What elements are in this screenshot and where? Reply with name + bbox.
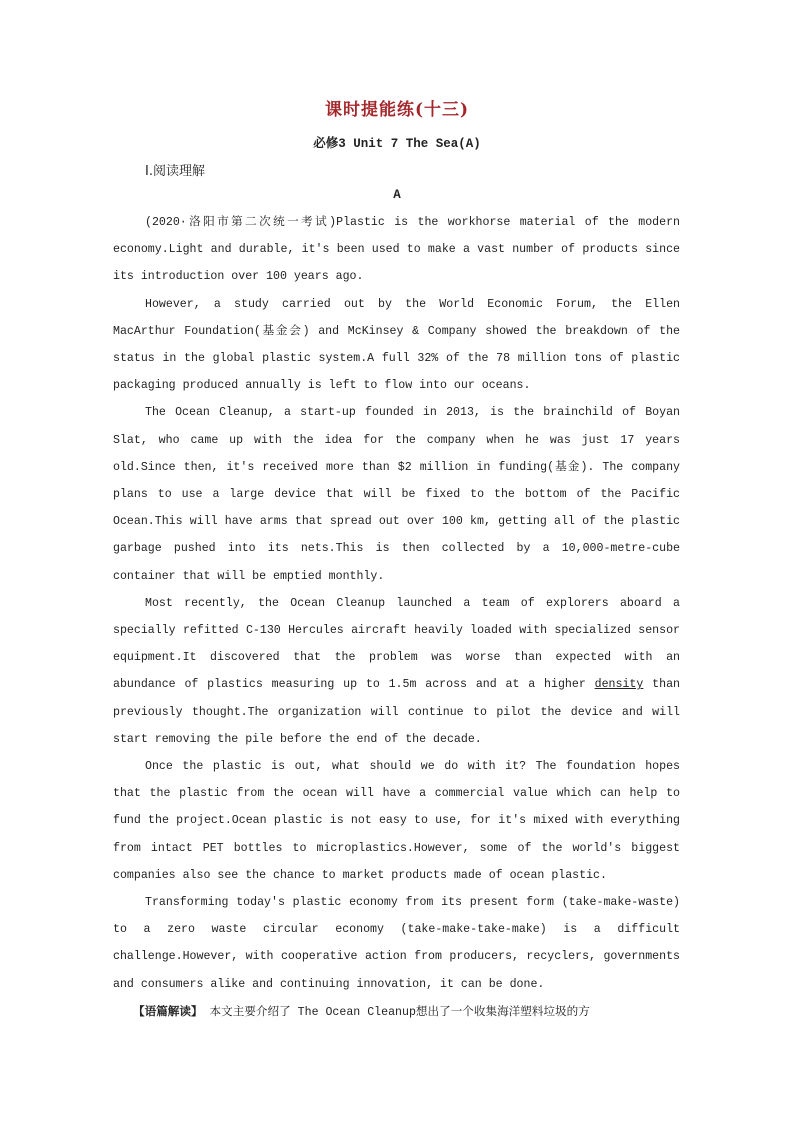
paragraph-4-text-b: than previously thought.The organization will continue to pilot the device and will start removing the pile before the end of the decade. xyxy=(113,678,681,746)
paragraph-1: (2020·洛阳市第二次统一考试)Plastic is the workhorse material of the modern economy.Light and durable, it's been used to make a vast number of products since its introduction over 100 years ago. xyxy=(113,216,680,284)
underlined-word: density xyxy=(594,678,644,692)
summary-line xyxy=(113,998,680,1026)
paragraph-6: Transforming today's plastic economy from its present form (take-make-waste) to a zero waste circular economy (take-make-take-make) is a difficult challenge.However, with cooperative action from producers, recyclers, governments and consumers alike and continuing innovation, it can be done. xyxy=(113,896,680,991)
passage-label: A xyxy=(393,188,401,202)
paragraph-5: Once the plastic is out, what should we do with it? The foundation hopes that the plastic from the ocean will have a commercial value which can help to fund the project.Ocean plastic is not easy to use, for it's mixed with everything from intact PET bottles to microplastics.However, some of the world's biggest companies also see the chance to market products made of ocean plastic. xyxy=(113,760,680,882)
summary-tag: 【语篇解读】 xyxy=(133,1003,203,1018)
paragraph-2: However, a study carried out by the World Economic Forum, the Ellen MacArthur Foundation(基金会) and McKinsey & Company showed the breakdown of the status in the global plastic system.A full 32% of the 78 million tons of plastic packaging produced annually is left to flow into our oceans. xyxy=(113,297,680,393)
page-title: 课时提能练(十三) xyxy=(324,100,470,120)
passage-body xyxy=(113,209,680,1026)
paragraph-4-text-a: Most recently, the Ocean Cleanup launched a team of explorers aboard a specially refitted C-130 Hercules aircraft heavily loaded with specialized sensor equipment.It discovered that the problem was worse than expected with an abundance of plastics measuring up to 1.5m across and at a higher xyxy=(113,596,680,692)
section-heading: Ⅰ.阅读理解 xyxy=(145,164,205,179)
unit-subtitle: 必修3 Unit 7 The Sea(A) xyxy=(313,137,481,151)
summary-text: 本文主要介绍了 The Ocean Cleanup想出了一个收集海洋塑料垃圾的方 xyxy=(202,1005,590,1019)
paragraph-4 xyxy=(113,590,680,753)
paragraph-3: The Ocean Cleanup, a start-up founded in 2013, is the brainchild of Boyan Slat, who came up with the idea for the company when he was just 17 years old.Since then, it's received more than $2 million in funding(基金). The company plans to use a large device that will be fixed to the bottom of the Pacific Ocean.This will have arms that spread out over 100 km, getting all of the plastic garbage pushed into its nets.This is then collected by a 10,000-metre-cube container that will be emptied monthly. xyxy=(113,406,680,583)
